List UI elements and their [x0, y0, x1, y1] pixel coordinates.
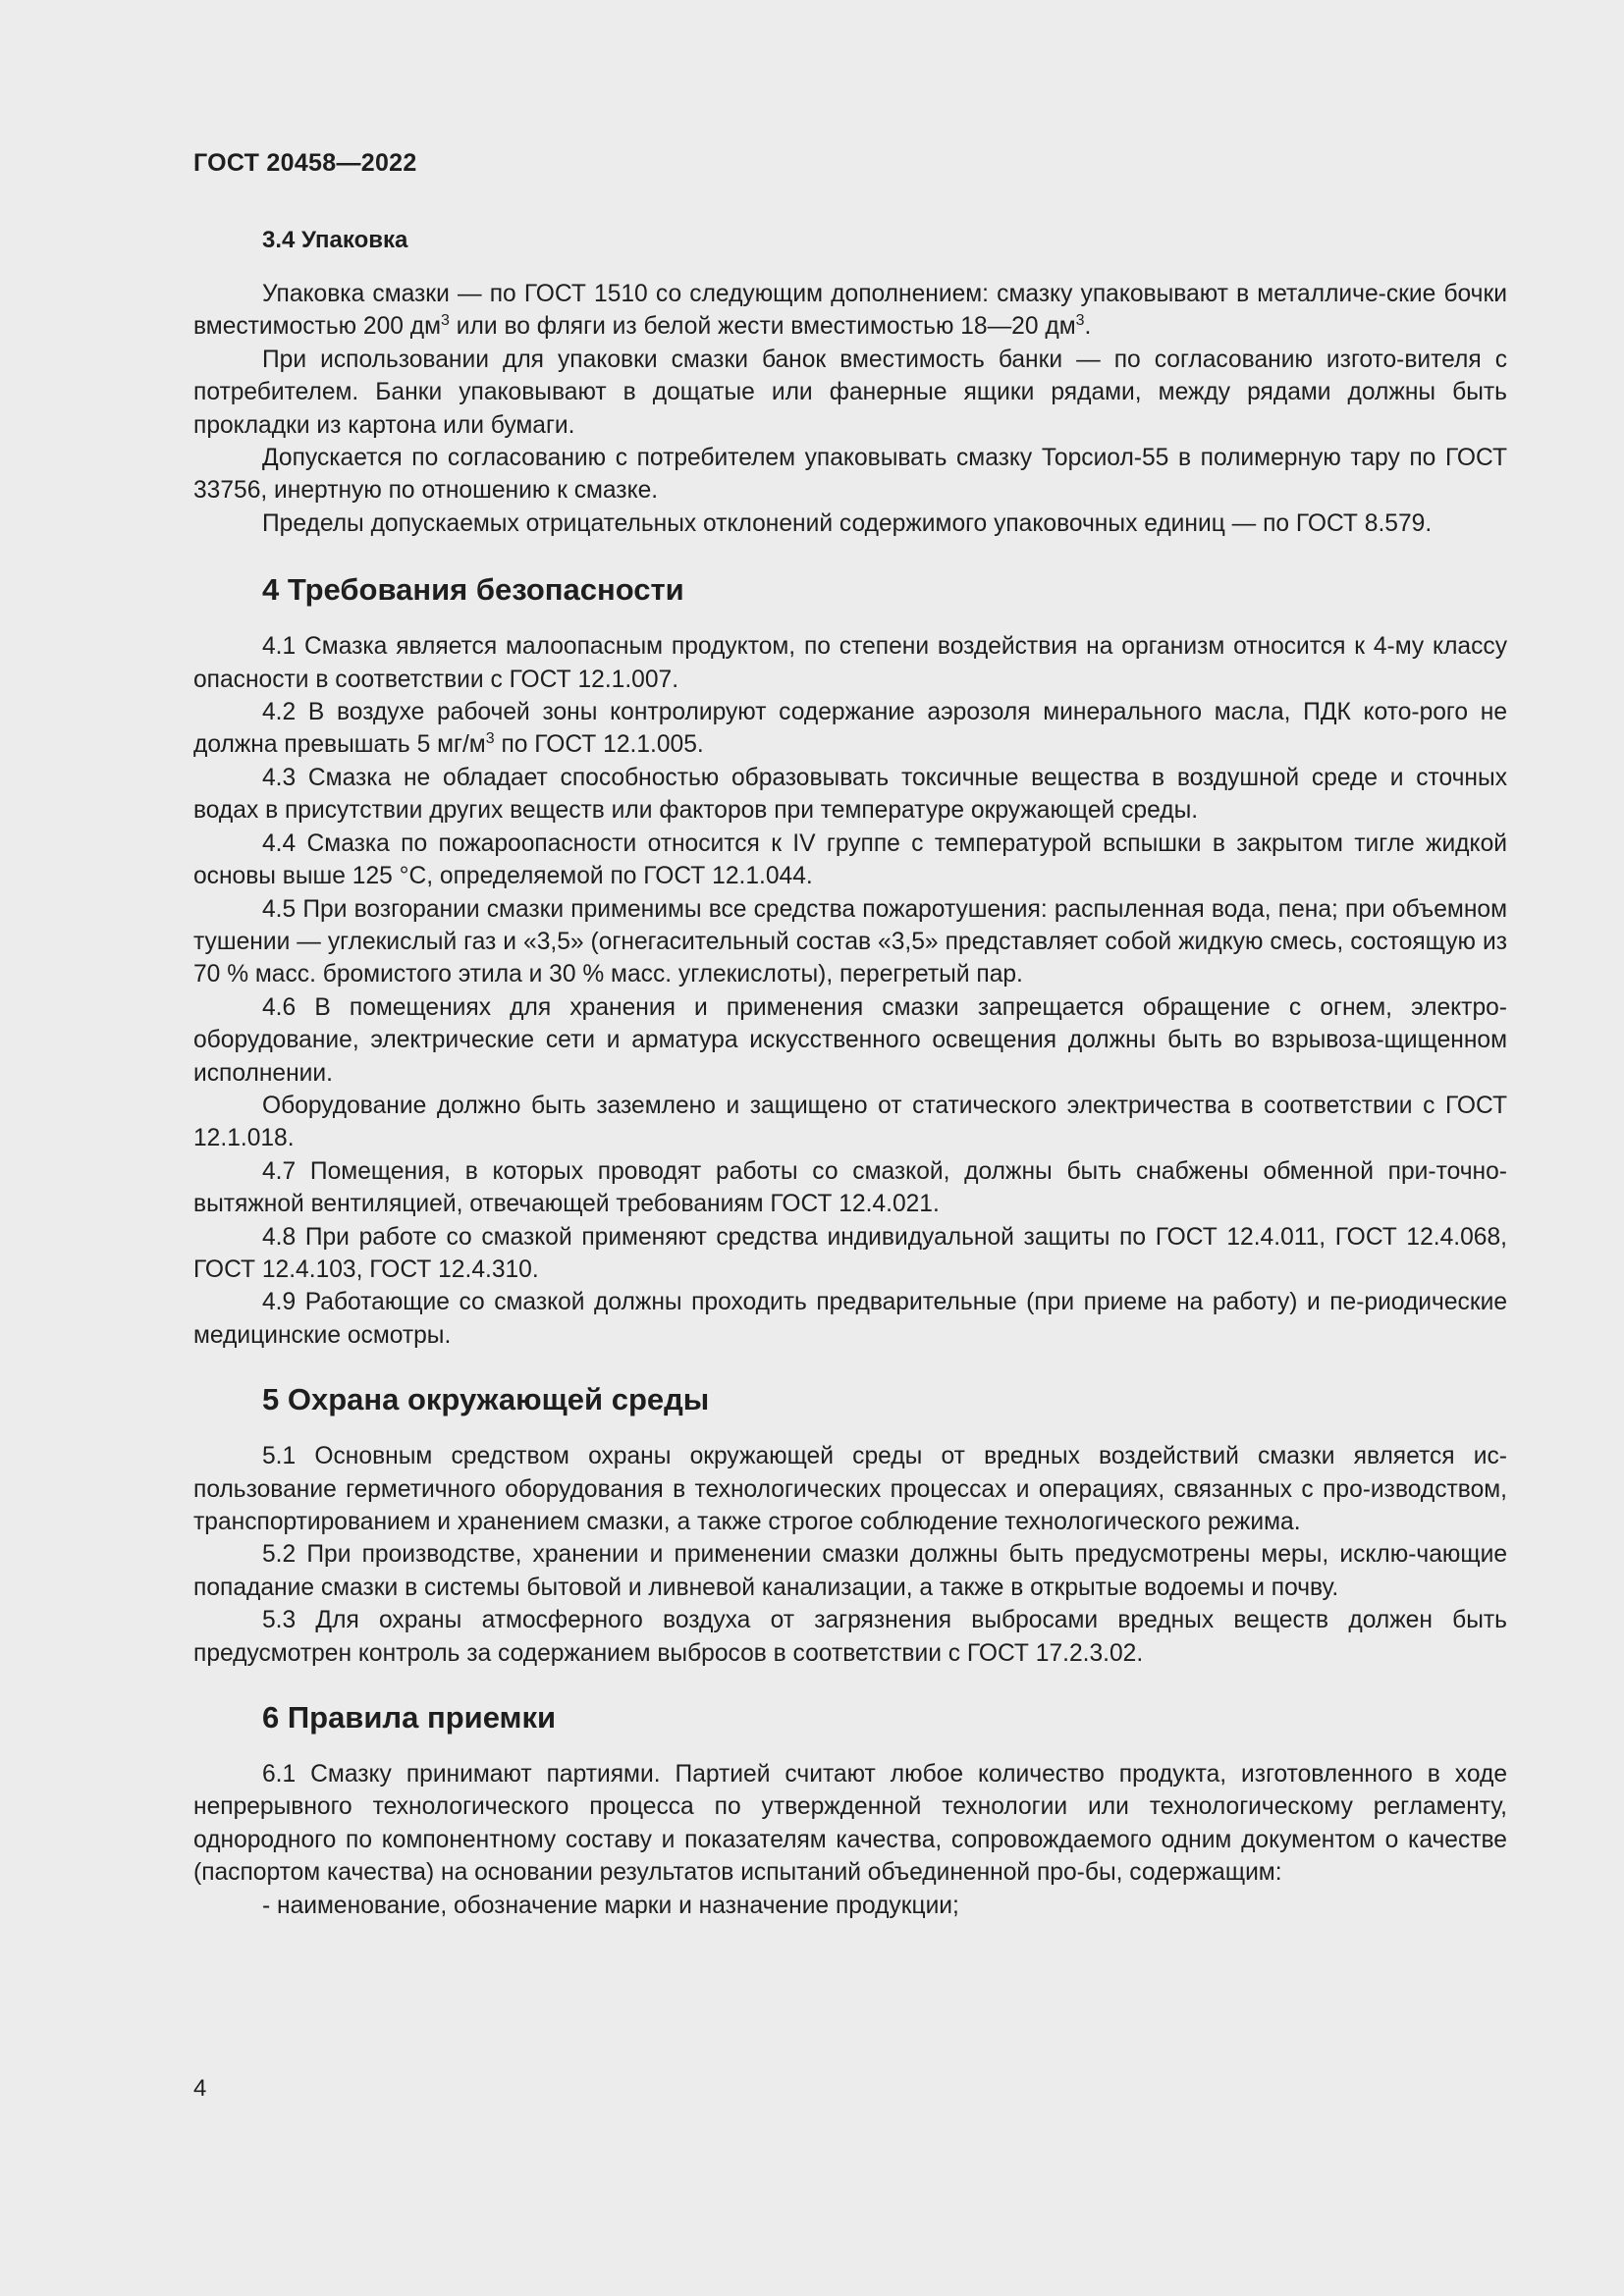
page-content: [193, 220, 1507, 1922]
section-title-6: 6 Правила приемки: [262, 1700, 557, 1735]
paragraph-5-3: 5.3 Для охраны атмосферного воздуха от загрязнения выбросами вредных веществ должен быть предусмотрен контроль за содержанием выбросов в соответствии с ГОСТ 17.2.3.02.: [193, 1607, 1507, 1667]
paragraph-4-3: 4.3 Смазка не обладает способностью образовывать токсичные вещества в воздушной среде и сточных водах в присутствии других веществ или факторов при температуре окружающей среды.: [193, 764, 1507, 825]
page-number: 4: [193, 2075, 207, 2102]
paragraph-4-1: 4.1 Смазка является малоопасным продуктом, по степени воздействия на организм относится к 4-му классу опасности в соответствии с ГОСТ 12.1.007.: [193, 633, 1507, 693]
paragraph-4-2: 4.2 В воздухе рабочей зоны контролируют содержание аэрозоля минерального масла, ПДК кото-рого не должна превышать 5 $мг/м^3$ по ГОСТ 12.1.005.: [193, 699, 1507, 759]
paragraph-5-2: 5.2 При производстве, хранении и применении смазки должны быть предусмотрены меры, исклю-чающие попадание смазки в системы бытовой и ливневой канализации, а также в открытые водоемы и почву.: [193, 1541, 1507, 1601]
paragraph-3-4-1: Упаковка смазки — по ГОСТ 1510 со следующим дополнением: смазку упаковывают в металличе-ские бочки вместимостью 200 $дм^3$ или во фляги из белой жести вместимостью 18—20 $дм^3$.: [193, 281, 1507, 341]
paragraph-4-6-equipment: Оборудование должно быть заземлено и защищено от статического электричества в соответствии с ГОСТ 12.1.018.: [193, 1092, 1507, 1152]
paragraph-5-1: 5.1 Основным средством охраны окружающей среды от вредных воздействий смазки является ис-пользование герметичного оборудования в технологических процессах и операциях, связанных с про-изводством, транспортированием и хранением смазки, а также строгое соблюдение технологического режима.: [193, 1443, 1507, 1535]
section-title-4: 4 Требования безопасности: [262, 572, 684, 608]
paragraph-4-4: 4.4 Смазка по пожароопасности относится к IV группе с температурой вспышки в закрытом тигле жидкой основы выше 125 °С, определяемой по ГОСТ 12.1.044.: [193, 829, 1507, 890]
paragraph-4-8: 4.8 При работе со смазкой применяют средства индивидуальной защиты по ГОСТ 12.4.011, ГОСТ 12.4.068, ГОСТ 12.4.103, ГОСТ 12.4.310.: [193, 1223, 1507, 1283]
section-title-5: 5 Охрана окружающей среды: [262, 1382, 710, 1417]
paragraph-3-4-2: При использовании для упаковки смазки банок вместимость банки — по согласованию изгото-вителя с потребителем. Банки упаковывают в дощатые или фанерные ящики рядами, между рядами должны быть прокладки из картона или бумаги.: [193, 346, 1507, 439]
paragraph-4-7: 4.7 Помещения, в которых проводят работы со смазкой, должны быть снабжены обменной при-точно-вытяжной вентиляцией, отвечающей требованиям ГОСТ 12.4.021.: [193, 1157, 1507, 1218]
paragraph-4-6: 4.6 В помещениях для хранения и применения смазки запрещается обращение с огнем, электро-оборудование, электрические сети и арматура искусственного освещения должны быть во взрывоза-щищенном исполнении.: [193, 993, 1507, 1087]
paragraph-3-4-3: Допускается по согласованию с потребителем упаковывать смазку Торсиол-55 в полимерную тару по ГОСТ 33756, инертную по отношению к смазке.: [193, 445, 1507, 505]
paragraph-6-1: 6.1 Смазку принимают партиями. Партией считают любое количество продукта, изготовленного в ходе непрерывного технологического процесса по утвержденной технологии или технологическому регламенту, однородного по компонентному составу и показателям качества, сопровождаемого одним документом о качестве (паспортом качества) на основании результатов испытаний объединенной про-бы, содержащим:: [193, 1761, 1507, 1887]
list-item-6-1-1: - наименование, обозначение марки и назначение продукции;: [262, 1892, 959, 1919]
paragraph-4-9: 4.9 Работающие со смазкой должны проходить предварительные (при приеме на работу) и пе-риодические медицинские осмотры.: [193, 1289, 1507, 1349]
paragraph-3-4-4: Пределы допускаемых отрицательных отклонений содержимого упаковочных единиц — по ГОСТ 8.579.: [262, 509, 1433, 537]
subsection-title-3-4: 3.4 Упаковка: [262, 227, 408, 253]
paragraph-4-5: 4.5 При возгорании смазки применимы все средства пожаротушения: распыленная вода, пена; при объемном тушении — углекислый газ и «3,5» (огнегасительный состав «3,5» представляет собой жидкую смесь, состоящую из 70 % масс. бромистого этила и 30 % масс. углекислоты), перегретый пар.: [193, 895, 1507, 988]
document-code-header: ГОСТ 20458—2022: [193, 149, 417, 177]
